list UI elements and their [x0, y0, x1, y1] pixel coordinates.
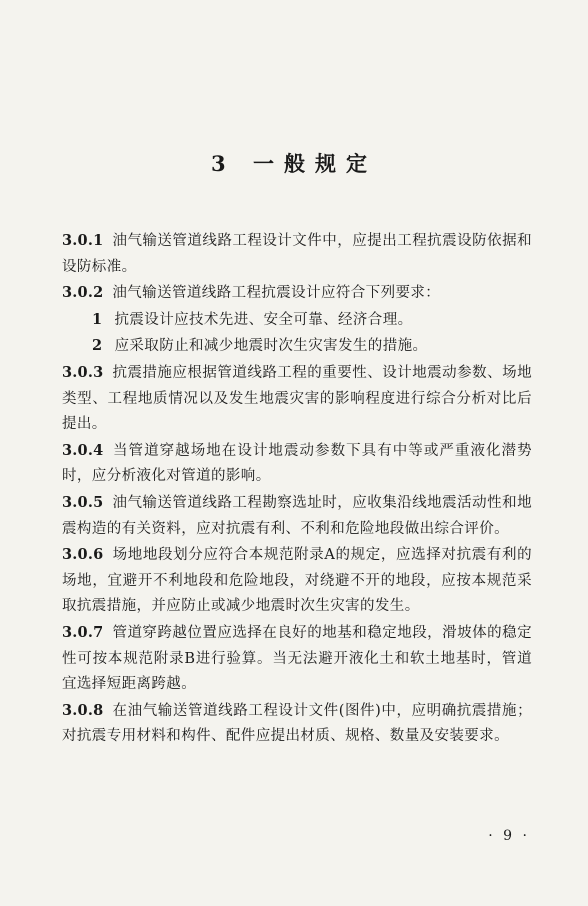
clause-text: 当管道穿越场地在设计地震动参数下具有中等或严重液化潜势时，应分析液化对管道的影响。	[62, 442, 532, 485]
clause-number: 3.0.3	[62, 363, 104, 381]
clause-3-0-4	[62, 438, 532, 490]
page-number: · 9 ·	[488, 828, 530, 844]
clause-number: 3.0.6	[62, 546, 104, 564]
clause-text: 管道穿跨越位置应选择在良好的地基和稳定地段，滑坡体的稳定性可按本规范附录B进行验算。当无法避开液化土和软土地基时，管道宜选择短距离跨越。	[62, 624, 532, 693]
clause-text: 抗震措施应根据管道线路工程的重要性、设计地震动参数、场地类型、工程地质情况以及发生地震灾害的影响程度进行综合分析对比后提出。	[62, 364, 532, 433]
chapter-title	[0, 148, 588, 178]
clause-3-0-6	[62, 542, 532, 620]
item-text: 抗震设计应技术先进、安全可靠、经济合理。	[114, 311, 413, 328]
clause-number: 3.0.1	[62, 232, 104, 249]
clause-3-0-1	[62, 228, 532, 280]
item-number: 2	[92, 337, 103, 355]
clause-number: 3.0.7	[62, 623, 104, 641]
clause-text: 在油气输送管道线路工程设计文件(图件)中，应明确抗震措施；对抗震专用材料和构件、配件应提出材质、规格、数量及安装要求。	[62, 702, 532, 745]
clause-list	[62, 228, 532, 750]
item-text: 应采取防止和减少地震时次生灾害发生的措施。	[114, 338, 428, 355]
clause-3-0-3	[62, 360, 532, 438]
clause-number: 3.0.2	[62, 284, 104, 302]
clause-3-0-2	[62, 280, 532, 307]
clause-3-0-2-item-1	[62, 307, 532, 334]
clause-number: 3.0.4	[62, 441, 104, 459]
clause-text: 油气输送管道线路工程勘察选址时，应收集沿线地震活动性和地震构造的有关资料，应对抗震有利、不利和危险地段做出综合评价。	[62, 494, 532, 537]
item-number: 1	[92, 310, 103, 328]
clause-text: 油气输送管道线路工程抗震设计应符合下列要求：	[112, 285, 441, 302]
clause-3-0-8	[62, 698, 532, 750]
clause-3-0-2-item-2	[62, 333, 532, 360]
clause-text: 场地地段划分应符合本规范附录A的规定，应选择对抗震有利的场地，宜避开不利地段和危险地段，对绕避不开的地段，应按本规范采取抗震措施，并应防止或减少地震时次生灾害的发生。	[62, 547, 532, 615]
clause-text: 油气输送管道线路工程设计文件中，应提出工程抗震设防依据和设防标准。	[62, 233, 532, 275]
chapter-number: 3	[211, 151, 228, 176]
clause-number: 3.0.5	[62, 493, 104, 511]
clause-3-0-5	[62, 490, 532, 542]
clause-3-0-7	[62, 620, 532, 698]
clause-number: 3.0.8	[62, 701, 104, 719]
chapter-title-text: 一般规定	[252, 151, 377, 176]
